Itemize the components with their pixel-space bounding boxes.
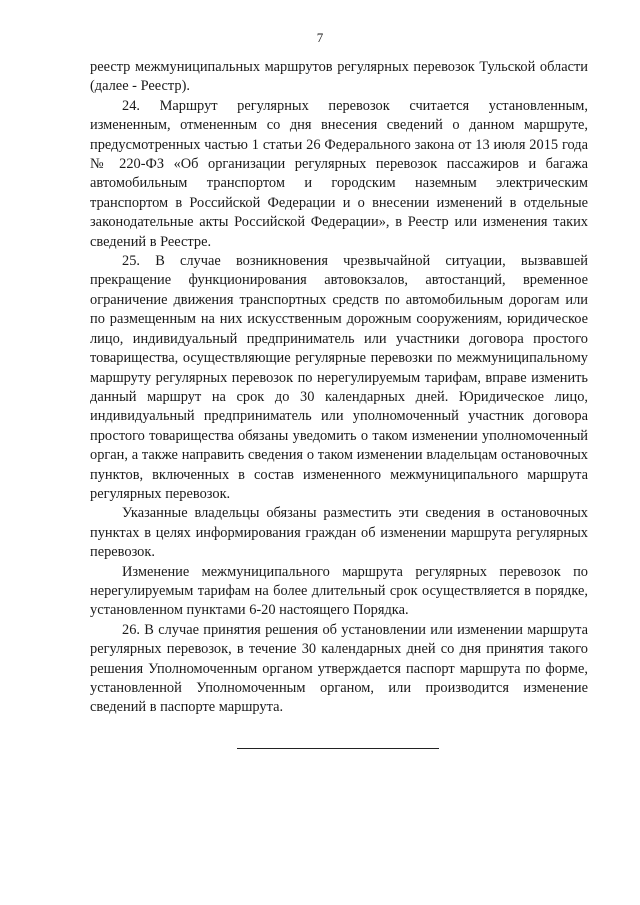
document-body <box>90 58 588 718</box>
paragraph-25: 25. В случае возникновения чрезвычайной ситуации, вызвавшей прекращение функционирования автовокзалов, автостанций, временное ограничение движения транспортных средств по автомобильным дорогам или по размещенным на них искусственным дорожным сооружениям, юридическое лицо, индивидуальный предприниматель или участники договора простого товарищества, осуществляющие регулярные перевозки по межмуниципальному маршруту регулярных перевозок по нерегулируемым тарифам, вправе изменить данный маршрут на срок до 30 календарных дней. Юридическое лицо, индивидуальный предприниматель или уполномоченный участник договора простого товарищества обязаны уведомить о таком изменении уполномоченный орган, а также направить сведения о таком изменении владельцам остановочных пунктов, включенных в состав измененного межмуниципального маршрута регулярных перевозок. <box>90 253 588 502</box>
page-number: 7 <box>316 30 324 45</box>
paragraph-26: 26. В случае принятия решения об установлении или изменении маршрута регулярных перевозок, в течение 30 календарных дней со дня принятия такого решения Уполномоченным органом утверждается паспорт маршрута по форме, установленной Уполномоченным органом, или производится изменение сведений в паспорте маршрута. <box>90 621 588 716</box>
paragraph-24: 24. Маршрут регулярных перевозок считается установленным, измененным, отмененным со дня внесения сведений о данном маршруте, предусмотренных частью 1 статьи 26 Федерального закона от 13 июля 2015 года № 220-ФЗ «Об организации регулярных перевозок пассажиров и багажа автомобильным транспортом и городским наземным электрическим транспортом в Российской Федерации и о внесении изменений в отдельные законодательные акты Российской Федерации», в Реестр или изменения таких сведений в Реестре. <box>90 97 588 250</box>
paragraph-route-change-longer-term: Изменение межмуниципального маршрута регулярных перевозок по нерегулируемым тарифам на более длительный срок осуществляется в порядке, установленном пунктами 6-20 настоящего Порядка. <box>90 563 588 619</box>
closing-divider <box>237 748 439 749</box>
paragraph-owners-obligation: Указанные владельцы обязаны разместить эти сведения в остановочных пунктах в целях информирования граждан об изменении маршрута регулярных перевозок. <box>90 505 588 561</box>
paragraph-registry-continuation: реестр межмуниципальных маршрутов регулярных перевозок Тульской области (далее - Реестр). <box>90 59 588 95</box>
